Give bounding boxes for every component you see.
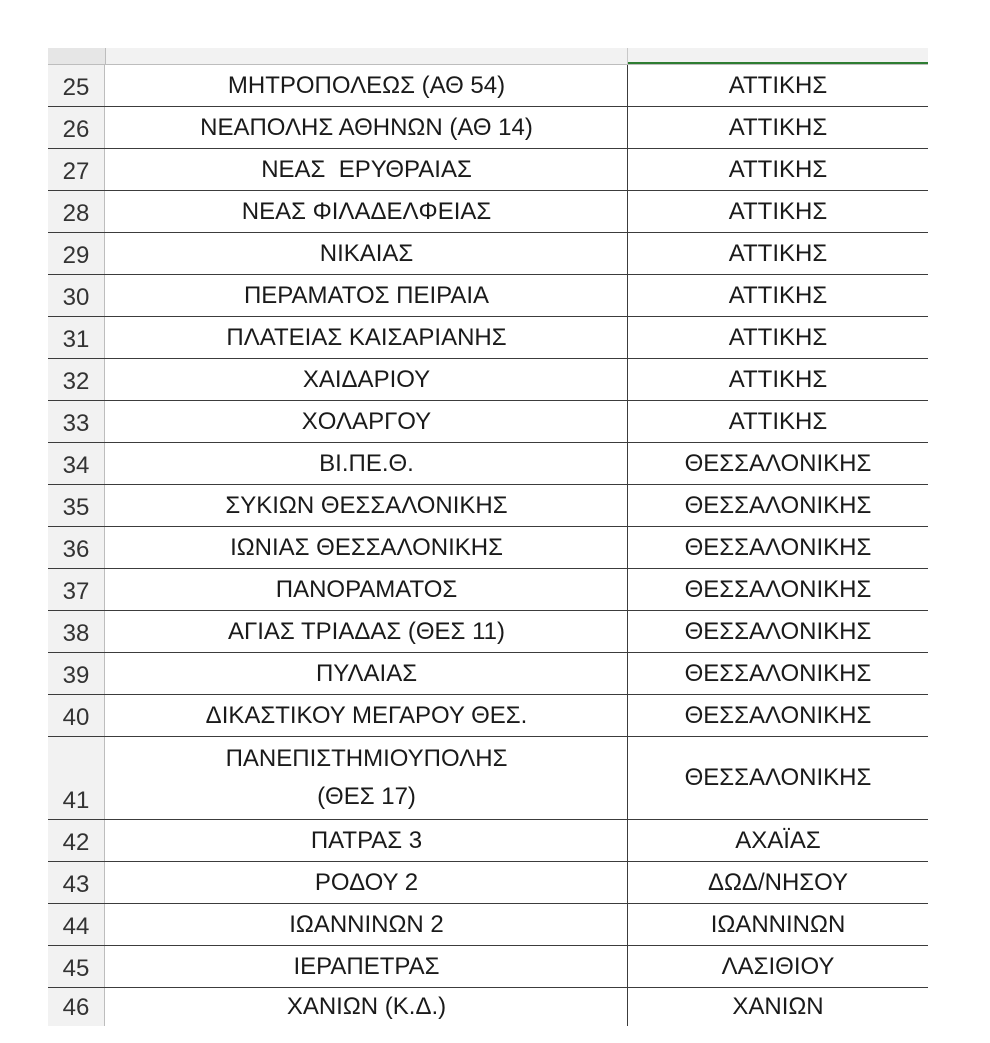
school-cell[interactable]: ΝΙΚΑΙΑΣ xyxy=(106,233,628,274)
region-cell[interactable]: ΑΧΑΪΑΣ xyxy=(735,826,821,854)
row-number[interactable]: 26 xyxy=(48,107,105,148)
table-row xyxy=(48,65,928,107)
row-number[interactable]: 32 xyxy=(48,359,105,400)
region-cell[interactable]: ΑΤΤΙΚΗΣ xyxy=(728,323,828,351)
school-cell[interactable]: ΣΥΚΙΩΝ ΘΕΣΣΑΛΟΝΙΚΗΣ xyxy=(106,485,628,526)
column-header-b[interactable] xyxy=(106,48,628,64)
school-cell[interactable]: ΠΥΛΑΙΑΣ xyxy=(106,653,628,694)
table-row xyxy=(48,191,928,233)
row-number[interactable]: 36 xyxy=(48,527,105,568)
column-header-row xyxy=(48,48,928,65)
select-all-corner[interactable] xyxy=(48,48,106,64)
school-cell-line-2: (ΘΕΣ 17) xyxy=(317,783,416,810)
region-cell[interactable]: ΘΕΣΣΑΛΟΝΙΚΗΣ xyxy=(684,449,872,477)
school-cell-line-1: ΠΑΝΕΠΙΣΤΗΜΙΟΥΠΟΛΗΣ xyxy=(225,745,508,772)
table-row xyxy=(48,527,928,569)
school-cell[interactable] xyxy=(106,737,628,819)
row-number[interactable]: 30 xyxy=(48,275,105,316)
table-row xyxy=(48,737,928,820)
table-row xyxy=(48,653,928,695)
table-row xyxy=(48,695,928,737)
region-cell[interactable]: ΘΕΣΣΑΛΟΝΙΚΗΣ xyxy=(684,701,872,729)
region-cell[interactable]: ΑΤΤΙΚΗΣ xyxy=(728,407,828,435)
school-cell[interactable]: ΠΕΡΑΜΑΤΟΣ ΠΕΙΡΑΙΑ xyxy=(106,275,628,316)
row-number[interactable]: 33 xyxy=(48,401,105,442)
row-number[interactable]: 34 xyxy=(48,443,105,484)
school-cell[interactable]: ΑΓΙΑΣ ΤΡΙΑΔΑΣ (ΘΕΣ 11) xyxy=(106,611,628,652)
table-row xyxy=(48,569,928,611)
table-row xyxy=(48,107,928,149)
school-cell[interactable]: ΧΑΙΔΑΡΙΟΥ xyxy=(106,359,628,400)
region-cell[interactable]: ΘΕΣΣΑΛΟΝΙΚΗΣ xyxy=(684,659,872,687)
column-header-c[interactable] xyxy=(628,48,928,64)
school-cell[interactable]: ΠΑΝΟΡΑΜΑΤΟΣ xyxy=(106,569,628,610)
school-cell[interactable]: ΧΑΝΙΩΝ (Κ.Δ.) xyxy=(106,988,628,1026)
region-cell[interactable]: ΙΩΑΝΝΙΝΩΝ xyxy=(710,910,846,938)
table-row xyxy=(48,443,928,485)
region-cell[interactable]: ΑΤΤΙΚΗΣ xyxy=(728,281,828,309)
region-cell[interactable]: ΑΤΤΙΚΗΣ xyxy=(728,155,828,183)
row-number[interactable]: 40 xyxy=(48,695,105,736)
table-row xyxy=(48,359,928,401)
region-cell[interactable]: ΘΕΣΣΑΛΟΝΙΚΗΣ xyxy=(684,491,872,519)
row-number[interactable]: 35 xyxy=(48,485,105,526)
table-row xyxy=(48,904,928,946)
school-cell[interactable]: ΙΕΡΑΠΕΤΡΑΣ xyxy=(106,946,628,987)
table-row xyxy=(48,485,928,527)
region-cell[interactable]: ΑΤΤΙΚΗΣ xyxy=(728,239,828,267)
row-number[interactable]: 28 xyxy=(48,191,105,232)
row-number[interactable]: 31 xyxy=(48,317,105,358)
table-row xyxy=(48,149,928,191)
school-cell[interactable]: ΡΟΔΟΥ 2 xyxy=(106,862,628,903)
table-row xyxy=(48,233,928,275)
table-row xyxy=(48,317,928,359)
row-number[interactable]: 27 xyxy=(48,149,105,190)
row-number[interactable]: 37 xyxy=(48,569,105,610)
spreadsheet-grid xyxy=(48,48,928,1026)
school-cell[interactable]: ΒΙ.ΠΕ.Θ. xyxy=(106,443,628,484)
table-row xyxy=(48,401,928,443)
row-number[interactable]: 38 xyxy=(48,611,105,652)
table-row xyxy=(48,946,928,988)
row-number[interactable]: 39 xyxy=(48,653,105,694)
table-row xyxy=(48,611,928,653)
region-cell[interactable]: ΧΑΝΙΩΝ xyxy=(732,993,824,1020)
row-number[interactable]: 43 xyxy=(48,862,105,903)
table-row xyxy=(48,820,928,862)
school-cell[interactable]: ΧΟΛΑΡΓΟΥ xyxy=(106,401,628,442)
school-cell[interactable]: ΝΕΑΣ ΕΡΥΘΡΑΙΑΣ xyxy=(106,149,628,190)
school-cell[interactable]: ΠΛΑΤΕΙΑΣ ΚΑΙΣΑΡΙΑΝΗΣ xyxy=(106,317,628,358)
school-cell[interactable]: ΔΙΚΑΣΤΙΚΟΥ ΜΕΓΑΡΟΥ ΘΕΣ. xyxy=(106,695,628,736)
region-cell[interactable]: ΘΕΣΣΑΛΟΝΙΚΗΣ xyxy=(684,533,872,561)
school-cell[interactable]: ΝΕΑΠΟΛΗΣ ΑΘΗΝΩΝ (ΑΘ 14) xyxy=(106,107,628,148)
school-cell[interactable]: ΠΑΤΡΑΣ 3 xyxy=(106,820,628,861)
row-number[interactable]: 46 xyxy=(48,988,105,1026)
region-cell[interactable]: ΑΤΤΙΚΗΣ xyxy=(728,113,828,141)
region-cell[interactable]: ΘΕΣΣΑΛΟΝΙΚΗΣ xyxy=(684,575,872,603)
row-number[interactable]: 29 xyxy=(48,233,105,274)
region-cell[interactable]: ΘΕΣΣΑΛΟΝΙΚΗΣ xyxy=(684,764,872,791)
school-cell[interactable]: ΙΩΑΝΝΙΝΩΝ 2 xyxy=(106,904,628,945)
region-cell[interactable]: ΑΤΤΙΚΗΣ xyxy=(728,197,828,225)
school-cell[interactable]: ΝΕΑΣ ΦΙΛΑΔΕΛΦΕΙΑΣ xyxy=(106,191,628,232)
region-cell[interactable]: ΑΤΤΙΚΗΣ xyxy=(728,365,828,393)
row-number[interactable]: 44 xyxy=(48,904,105,945)
row-number[interactable]: 45 xyxy=(48,946,105,987)
table-row xyxy=(48,988,928,1026)
table-row xyxy=(48,862,928,904)
row-number[interactable]: 42 xyxy=(48,820,105,861)
school-cell[interactable]: ΜΗΤΡΟΠΟΛΕΩΣ (ΑΘ 54) xyxy=(106,65,628,106)
row-number[interactable]: 41 xyxy=(48,737,105,819)
region-cell[interactable]: ΑΤΤΙΚΗΣ xyxy=(728,71,828,99)
school-cell[interactable]: ΙΩΝΙΑΣ ΘΕΣΣΑΛΟΝΙΚΗΣ xyxy=(106,527,628,568)
table-row xyxy=(48,275,928,317)
row-number[interactable]: 25 xyxy=(48,65,105,106)
region-cell[interactable]: ΘΕΣΣΑΛΟΝΙΚΗΣ xyxy=(684,617,872,645)
region-cell[interactable]: ΛΑΣΙΘΙΟΥ xyxy=(721,952,835,980)
region-cell[interactable]: ΔΩΔ/ΝΗΣΟΥ xyxy=(707,868,849,896)
